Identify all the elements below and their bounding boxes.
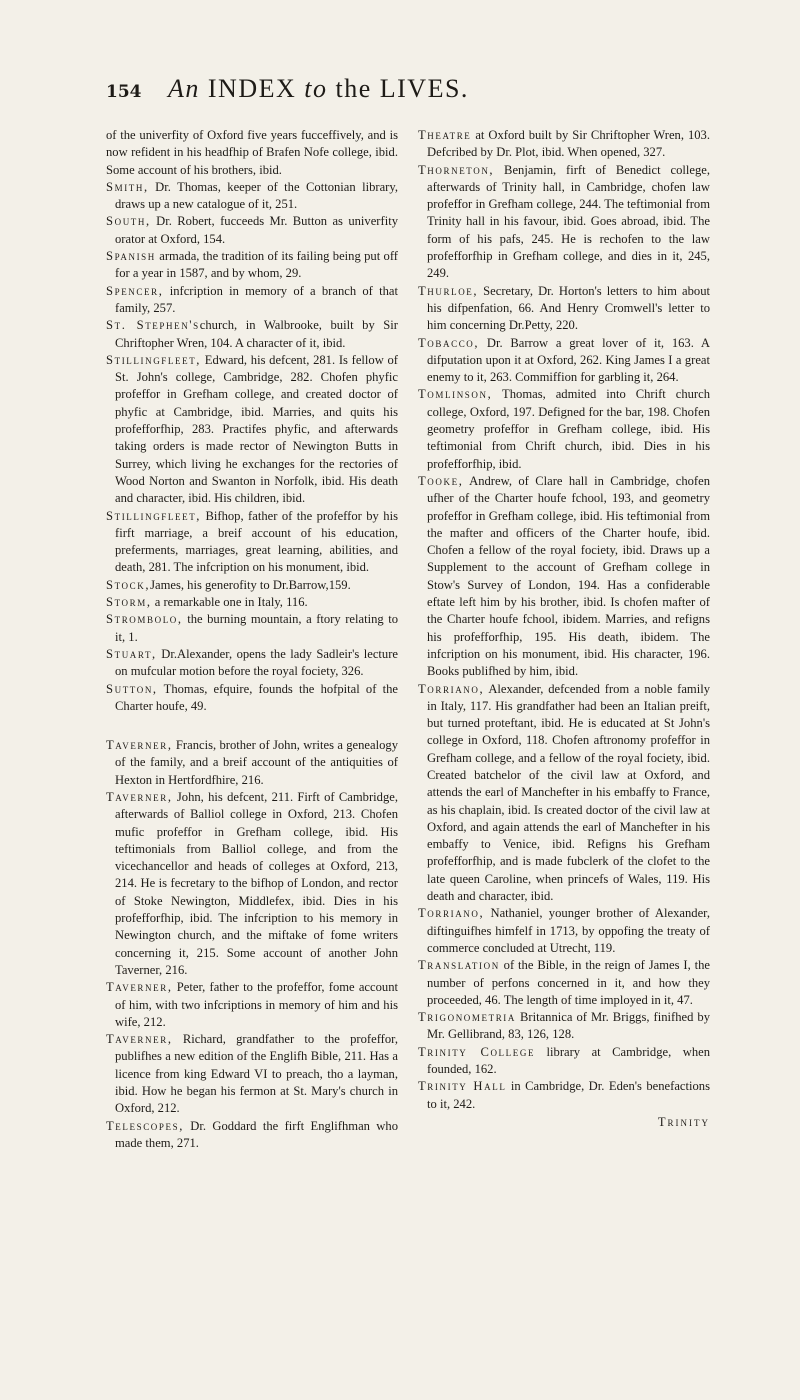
entry-headword: Strombolo,	[106, 612, 183, 627]
index-entry	[418, 162, 710, 283]
entry-text: of the Bible, in the reign of James I, the number of perfons concerned in it, and how they proceeded, 46. The length of time imployed in it, 47.	[427, 958, 710, 1007]
entry-text: John, his defcent, 211. Firft of Cambridge, afterwards of Balliol college in Oxford, 213. Chofen mufic profeffor in Grefham college, ibid. His teftimonials from Balliol college, and from the vicechancellor and heads of colleges at Oxford, 213, 214. He is fecretary to the bifhop of London, and rector of Stoke Newington, Middlefex, ibid. Dies in his profefforfhip, ibid. The infcription to his memory in Newington church, and the miftake of fome writers concerning it, 215. Some account of another John Taverner, 216.	[115, 789, 398, 977]
index-entry	[418, 386, 710, 472]
entry-text: infcription in memory of a branch of that family, 257.	[115, 283, 398, 315]
index-entry	[418, 335, 710, 387]
index-entry	[106, 213, 398, 248]
index-entry	[106, 737, 398, 789]
entry-text: in Cambridge, Dr. Eden's benefactions to it, 242.	[427, 1079, 711, 1111]
entry-headword: Taverner,	[106, 1032, 173, 1047]
entry-text: the burning mountain, a ftory relating to it, 1.	[115, 612, 398, 644]
entry-text: Secretary, Dr. Horton's letters to him about his difpenfation, 66. And Henry Cromwell's letter to him concerning Dr.Petty, 220.	[427, 283, 710, 333]
entry-headword: Storm,	[106, 595, 152, 610]
entry-headword: Torriano,	[418, 681, 485, 696]
index-entry	[418, 283, 710, 335]
right-column	[418, 127, 710, 1152]
index-entry	[106, 681, 398, 716]
entry-text: library at Cambridge, when founded, 162.	[427, 1044, 710, 1077]
index-entry	[106, 594, 398, 611]
section-gap	[106, 715, 398, 737]
index-entry	[418, 1009, 710, 1044]
index-entry	[106, 789, 398, 979]
entry-text: Bifhop, father of the profeffor by his firft marriage, a breif account of his education, preferments, marriages, great learning, abilities, and death, 281. The infcription on his monument, ibid.	[115, 508, 398, 575]
entry-text: Thomas, admited into Chrift church college, Oxford, 197. Defigned for the bar, 198. Chofen geometry profeffor in Grefham college, ibid. His teftimonial from Chrift church, ibid. Dies in his profefforfhip, ibid.	[427, 387, 710, 471]
entry-headword: Theatre	[418, 128, 472, 142]
running-title	[168, 74, 469, 104]
left-column	[106, 127, 398, 1152]
entry-text: a remarkable one in Italy, 116.	[151, 595, 308, 610]
entry-headword: South,	[106, 214, 151, 229]
index-entry	[106, 508, 398, 577]
entry-headword: Trinity Hall	[418, 1079, 507, 1094]
index-entry	[106, 317, 398, 352]
entry-text: Thomas, efquire, founds the hofpital of the Charter houfe, 49.	[115, 681, 398, 713]
index-entry	[106, 979, 398, 1031]
entry-text: Peter, father to the profeffor, fome account of him, with two infcriptions in memory of him and his wife, 212.	[115, 980, 398, 1029]
entry-text: Dr. Thomas, keeper of the Cottonian library, draws up a new catalogue of it, 251.	[115, 179, 398, 212]
entry-text: Benjamin, firft of Benedict college, afterwards of Trinity hall, in Cambridge, chofen law profeffor in Grefham college, 244. The teftimonial from Trinity hall in his favour, ibid. Goes abroad, ibid. The form of his pafs, 245. He is rechofen to the law profefforfhip in Grefham college, and dies in it, 245, 249.	[427, 162, 710, 281]
entry-headword: Thurloe,	[418, 283, 479, 298]
entry-headword: Taverner,	[106, 738, 173, 753]
entry-text: armada, the tradition of its failing being put off for a year in 1587, and by whom, 29.	[115, 249, 398, 281]
entry-text: Francis, brother of John, writes a genealogy of the family, and a breif account of the antiquities of Hexton in Hertfordfhire, 216.	[115, 738, 398, 787]
index-entry	[106, 611, 398, 646]
entry-text: Richard, grandfather to the profeffor, publifhes a new edition of the Englifh Bible, 211. Has a licence from king Edward VI to preach, tho a layman, ibid. How he began his fermon at St. Mary's church in Oxford, 212.	[115, 1032, 398, 1116]
index-entry	[418, 1078, 710, 1113]
entry-text: at Oxford built by Sir Chriftopher Wren, 103. Defcribed by Dr. Plot, ibid. When opened, 327.	[427, 128, 710, 160]
entry-headword: Spencer,	[106, 283, 164, 298]
entry-text: church, in Walbrooke, built by Sir Chriftopher Wren, 104. A character of it, ibid.	[115, 318, 398, 350]
entry-headword: Thorneton,	[418, 162, 495, 177]
index-entry	[106, 646, 398, 681]
index-entry	[106, 248, 398, 283]
entry-headword: Stillingfleet,	[106, 508, 202, 523]
title-an: An	[168, 74, 200, 103]
entry-text: Andrew, of Clare hall in Cambridge, chofen ufher of the Charter houfe fchool, 193, and geometry profeffor in Grefham college, ibid. His teftimonial from the mafter and officers of the Charter houfe, ibid. Chofen a fellow of the royal fociety, ibid. Draws up a Supplement to the account of Grefham college in Stow's Survey of London, 194. Has a confiderable eftate left him by his brother, ibid. Is chofen mafter of the Charter houfe fchool, ibidem. Marries, and refigns his profefforfhip, 195. His death, ibidem. The infcription on his monument, ibid. His character, 196. Books publifhed by him, ibid.	[427, 473, 710, 679]
catchword: Trinity	[657, 1114, 710, 1129]
index-entry	[106, 352, 398, 508]
entry-text: Edward, his defcent, 281. Is fellow of St. John's college, Cambridge, 282. Chofen phyfic profeffor in Grefham college, and created doctor of phyfic at Cambridge, ibid. Marries, and quits his profefforfhip, 283. Practifes phyfic, and afterwards taking orders is made rector of Newington Butts in Surrey, which living he exchanges for the rectories of Wood Norton and Swanton in Norfolk, ibid. His death and character, ibid. His children, ibid.	[115, 352, 398, 506]
entry-headword: Stock,	[106, 577, 151, 592]
index-entry	[418, 127, 710, 162]
entry-headword: Stillingfleet,	[106, 352, 202, 367]
entry-text: Dr. Barrow a great lover of it, 163. A difputation upon it at Oxford, 262. King James I a great enemy to it, 263. Commiffion for garbling it, 264.	[427, 335, 710, 385]
entry-text: of the univerfity of Oxford five years fucceffively, and is now refident in his headfhip of Brafen Nofe college, ibid. Some account of his brothers, ibid.	[106, 128, 398, 177]
index-entry	[106, 1118, 398, 1153]
index-entry	[106, 1031, 398, 1117]
entry-headword: Taverner,	[106, 789, 173, 804]
title-index: INDEX	[207, 74, 297, 103]
entry-headword: Sutton,	[106, 681, 158, 696]
entry-headword: Trinity College	[418, 1044, 536, 1059]
index-columns	[106, 127, 710, 1152]
entry-text: Dr. Goddard the firft Englifhman who made them, 271.	[115, 1118, 398, 1150]
title-to: to	[304, 74, 328, 103]
entry-headword: Translation	[418, 958, 500, 973]
index-entry	[418, 1044, 710, 1079]
index-entry	[106, 127, 398, 179]
entry-text: Dr. Robert, fucceeds Mr. Button as univerfity orator at Oxford, 154.	[115, 214, 398, 246]
entry-headword: Trigonometria	[418, 1010, 516, 1025]
entry-text: James, his generofity to Dr.Barrow,159.	[150, 577, 351, 592]
index-entry	[106, 283, 398, 318]
entry-headword: Tooke,	[418, 473, 464, 488]
entry-headword: Stuart,	[106, 646, 157, 661]
index-entry	[418, 473, 710, 681]
entry-headword: Telescopes,	[106, 1118, 184, 1133]
entry-text: Dr.Alexander, opens the lady Sadleir's lecture on mufcular motion before the royal fociety, 326.	[115, 646, 398, 679]
title-the: the	[335, 74, 372, 103]
entry-headword: Spanish	[106, 249, 156, 264]
entry-text: Alexander, defcended from a noble family in Italy, 117. His grandfather had been an Italian preift, but turned proteftant, ibid. He is educated at St John's college in Oxford, 118. Chofen aftronomy profeffor in Grefham college, and a fellow of the royal fociety, ibid. Created batchelor of the civil law at Oxford, and attends the earl of Manchefter in his embaffy to France, as his chaplain, ibid. Is created doctor of the civil law at Oxford, and again attends the earl of Manchefter in his embaffy to Venice, ibid. Refigns his Grefham profefforfhip, and is made fubclerk of the clofet to the late queen Caroline, when princefs of Wales, 119. His death and character, ibid.	[427, 681, 710, 904]
index-entry	[418, 905, 710, 957]
entry-headword: Tobacco,	[418, 335, 480, 350]
index-entry	[106, 577, 398, 594]
index-entry	[418, 957, 710, 1009]
entry-text: Nathaniel, younger brother of Alexander, diftinguifhes himfelf in 1713, by oppofing the treaty of commerce concluded at Utrecht, 119.	[427, 906, 710, 955]
entry-text: Britannica of Mr. Briggs, finifhed by Mr. Gellibrand, 83, 126, 128.	[427, 1010, 710, 1042]
entry-headword: Taverner,	[106, 980, 173, 995]
page-header	[106, 74, 704, 114]
entry-headword: Smith,	[106, 179, 149, 194]
entry-headword: Torriano,	[418, 906, 485, 921]
entry-headword: St. Stephen's	[106, 318, 200, 333]
title-lives: LIVES.	[379, 74, 469, 103]
index-entry	[106, 179, 398, 214]
index-entry	[418, 681, 710, 906]
entry-headword: Tomlinson,	[418, 387, 493, 402]
page-number: 154	[106, 82, 142, 102]
